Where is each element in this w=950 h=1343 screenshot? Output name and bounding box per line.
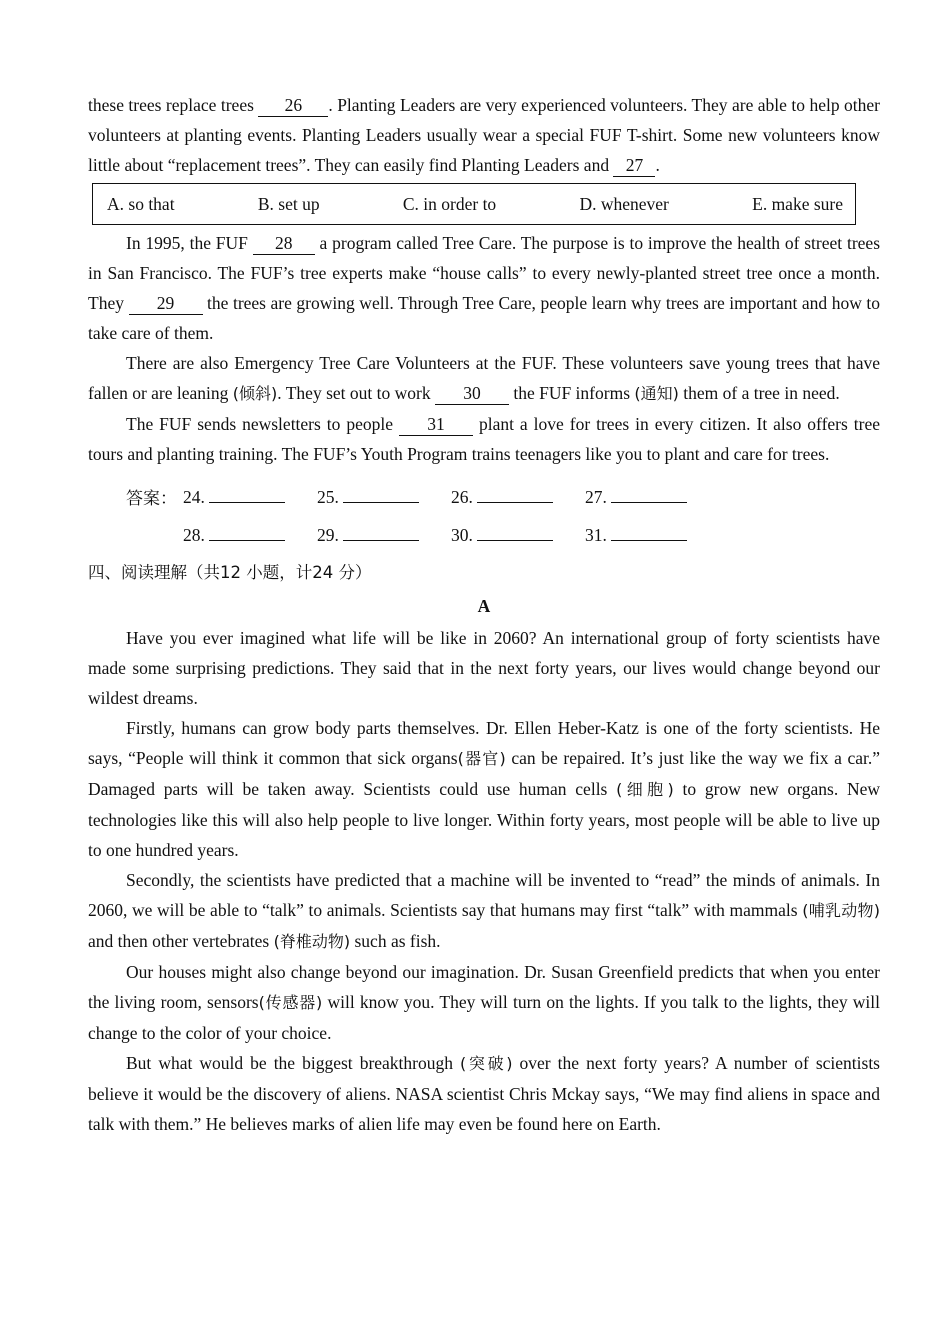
option-e: E. make sure xyxy=(752,194,843,214)
answer-item[interactable] xyxy=(451,522,585,546)
text: But what would be the biggest breakthrough xyxy=(126,1053,461,1073)
text: these trees replace trees xyxy=(88,95,259,115)
passage-label: A xyxy=(477,596,491,616)
option-c: C. in order to xyxy=(402,194,497,214)
paragraph-tree-care xyxy=(88,228,880,348)
paragraph-animals xyxy=(88,865,880,957)
paragraph-aliens xyxy=(88,1048,880,1139)
text: . xyxy=(655,155,660,175)
answer-line[interactable] xyxy=(477,522,553,541)
answer-number: 27. xyxy=(585,487,607,507)
answer-item[interactable] xyxy=(451,484,585,508)
answer-number: 31. xyxy=(585,525,607,545)
blank-30[interactable]: 30 xyxy=(435,382,509,405)
chinese-gloss: (传感器) xyxy=(258,993,323,1012)
answer-line[interactable] xyxy=(611,522,687,541)
answer-item[interactable] xyxy=(317,522,451,546)
text: Our houses might also change beyond our imagination. Dr. Susan Greenfield predicts that when you enter the living room, sensors xyxy=(88,962,880,1012)
answer-number: 28. xyxy=(183,525,205,545)
option-a: A. so that xyxy=(107,194,175,214)
text: Secondly, the scientists have predicted that a machine will be invented to “read” the minds of animals. In 2060, we will be able to “talk” to animals. Scientists say that humans may first “talk” with mammals xyxy=(88,870,880,920)
chinese-gloss: (通知) xyxy=(634,384,679,403)
text: over the next forty years? A number of scientists believe it would be the discovery of aliens. NASA scientist Chris Mckay says, “We may find aliens in space and talk with them.” He believes marks of alien life may even be found here on Earth. xyxy=(88,1053,880,1134)
blank-29[interactable]: 29 xyxy=(129,292,203,315)
chinese-gloss: (器官) xyxy=(457,749,506,768)
chinese-gloss: (哺乳动物) xyxy=(802,901,880,920)
answer-line[interactable] xyxy=(209,484,285,503)
chinese-gloss: (倾斜) xyxy=(232,384,278,403)
answer-number: 30. xyxy=(451,525,473,545)
paragraph-planting-leaders xyxy=(88,90,880,180)
text: the FUF informs xyxy=(508,383,635,403)
text: them of a tree in need. xyxy=(678,383,840,403)
answer-item[interactable] xyxy=(183,484,317,508)
option-d: D. whenever xyxy=(579,194,669,214)
text: can be repaired. It’s just like the way we fix a car.” Damaged parts will be taken away. Scientists could use human cells xyxy=(88,748,881,799)
answer-line[interactable] xyxy=(477,484,553,503)
options-box xyxy=(92,183,856,225)
answer-number: 29. xyxy=(317,525,339,545)
paragraph-2060-intro: Have you ever imagined what life will be like in 2060? An international group of forty scientists have made some surprising predictions. They said that in the next forty years, our lives would change beyond our wildest dreams. xyxy=(88,628,880,708)
text: will know you. They will turn on the lights. If you talk to the lights, they will change to the color of your choice. xyxy=(88,992,880,1043)
answer-area xyxy=(88,477,880,553)
blank-26[interactable]: 26 xyxy=(258,94,328,117)
option-b: B. set up xyxy=(257,194,320,214)
text: to grow new organs. New technologies like this will also help people to live longer. Within forty years, most people will be able to live up to one hundred years. xyxy=(88,779,880,860)
blank-27[interactable]: 27 xyxy=(613,154,655,177)
chinese-gloss: (突破) xyxy=(460,1054,513,1073)
answer-label: 答案： xyxy=(126,488,177,509)
text: Firstly, humans can grow body parts themselves. Dr. Ellen Heber-Katz is one of the forty scientists. He says, “People will think it common that sick organs xyxy=(88,718,880,768)
text: such as fish. xyxy=(350,931,441,951)
chinese-gloss: (细胞) xyxy=(616,780,674,799)
section-heading: 四、阅读理解（共12 小题，计24 分） xyxy=(88,563,372,582)
answer-item[interactable] xyxy=(317,484,451,508)
paragraph-body-parts xyxy=(88,713,880,865)
answer-line[interactable] xyxy=(343,484,419,503)
answer-item[interactable] xyxy=(585,484,719,508)
blank-28[interactable]: 28 xyxy=(253,232,315,255)
text: the trees are growing well. Through Tree Care, people learn why trees are important and how to take care of them. xyxy=(88,293,880,343)
text: There are also Emergency Tree Care Volunteers at the FUF. These volunteers save young trees that have fallen or are leaning xyxy=(88,353,880,403)
blank-31[interactable]: 31 xyxy=(399,413,473,436)
paragraph-newsletters xyxy=(88,409,880,469)
text: The FUF sends newsletters to people xyxy=(126,414,399,434)
answer-row-1 xyxy=(88,477,880,515)
answer-line[interactable] xyxy=(209,522,285,541)
paragraph-emergency xyxy=(88,348,880,409)
text: . Planting Leaders are very experienced volunteers. They are able to help other volunteers at planting events. Planting Leaders usually wear a special FUF T-shirt. Some new volunteers know little about “replacement trees”. They can easily find Planting Leaders and xyxy=(88,95,880,175)
answer-line[interactable] xyxy=(343,522,419,541)
text: . They set out to work xyxy=(277,383,435,403)
answer-number: 25. xyxy=(317,487,339,507)
answer-item[interactable] xyxy=(183,522,317,546)
answer-number: 26. xyxy=(451,487,473,507)
answer-number: 24. xyxy=(183,487,205,507)
answer-item[interactable] xyxy=(585,522,719,546)
answer-line[interactable] xyxy=(611,484,687,503)
paragraph-houses xyxy=(88,957,880,1048)
text: and then other vertebrates xyxy=(88,931,274,951)
answer-row-2 xyxy=(88,515,880,553)
document-content xyxy=(88,90,880,1139)
text: a program called Tree Care. The purpose is to improve the health of street trees in San Francisco. The FUF’s tree experts make “house calls” to every newly-planted street tree once a month. They xyxy=(88,233,880,313)
text: In 1995, the FUF xyxy=(126,233,253,253)
text: plant a love for trees in every citizen. It also offers tree tours and planting training. The FUF’s Youth Program trains teenagers like you to plant and care for trees. xyxy=(88,414,880,464)
chinese-gloss: (脊椎动物) xyxy=(273,932,351,951)
